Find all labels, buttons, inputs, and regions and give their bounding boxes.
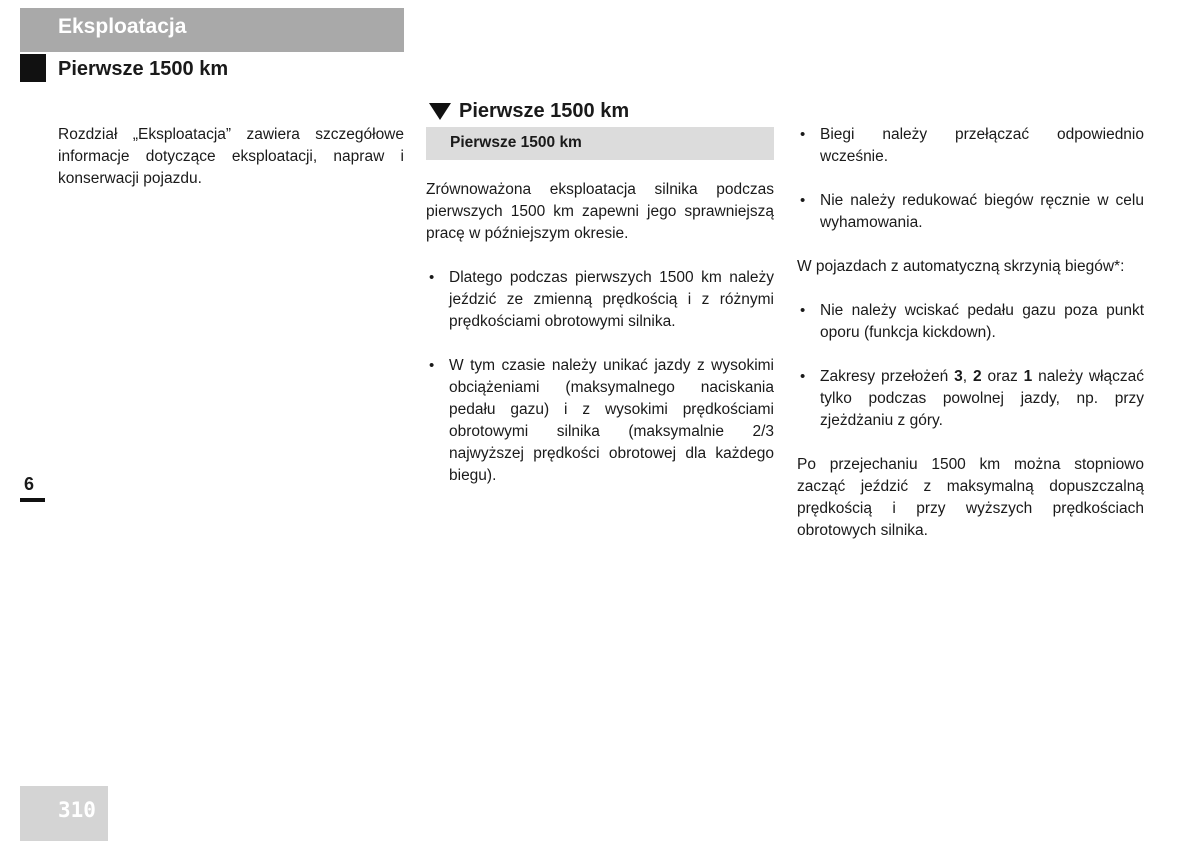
bullet-icon: • — [800, 126, 806, 143]
gears-separator: oraz — [981, 368, 1024, 385]
bullet-list — [797, 300, 1144, 432]
bullet-icon: • — [429, 357, 435, 374]
automatic-transmission-note: W pojazdach z automatyczną skrzynią biegów*: — [797, 258, 1125, 275]
triangle-down-icon — [429, 103, 451, 120]
closing-paragraph: Po przejechaniu 1500 km można stopniowo zacząć jeździć z maksymalną dopuszczalną prędkością i przy wyższych prędkościach obrotowych silnika. — [797, 456, 1144, 539]
list-item — [797, 366, 1144, 432]
list-item-text: Nie należy wciskać pedału gazu poza punkt oporu (funkcja kickdown). — [820, 302, 1144, 341]
middle-column — [426, 97, 774, 487]
info-box — [426, 127, 774, 160]
list-item-text — [820, 368, 1144, 429]
intro-paragraph: Rozdział „Eksploatacja” zawiera szczegółowe informacje dotyczące eksploatacji, napraw i konserwacji pojazdu. — [58, 126, 404, 187]
bullet-icon: • — [800, 368, 806, 385]
gear-3: 3 — [954, 368, 963, 385]
sub-heading — [426, 97, 774, 125]
gears-prefix: Zakresy przełożeń — [820, 368, 955, 385]
page-number-box — [20, 786, 108, 841]
gears-suffix: należy włączać tylko podczas powolnej jazdy, np. przy zjeżdżaniu z góry. — [820, 368, 1144, 429]
gears-separator: , — [962, 368, 973, 385]
gear-2: 2 — [973, 368, 982, 385]
page-number: 310 — [58, 798, 96, 822]
title-marker — [20, 54, 46, 82]
list-item-text: Biegi należy przełączać odpowiednio wcześnie. — [820, 126, 1144, 165]
section-header — [20, 8, 404, 52]
gear-1: 1 — [1023, 368, 1033, 385]
bullet-icon: • — [429, 269, 435, 286]
chapter-tab: 6 — [24, 474, 35, 494]
list-item — [426, 267, 774, 333]
info-box-label: Pierwsze 1500 km — [450, 134, 582, 151]
break-in-paragraph: Zrównoważona eksploatacja silnika podczas pierwszych 1500 km zapewni jego sprawniejszą pracę w późniejszym okresie. — [426, 181, 774, 242]
list-item — [797, 124, 1144, 168]
page-title: Pierwsze 1500 km — [58, 58, 229, 80]
bullet-list — [797, 124, 1144, 234]
list-item-text: W tym czasie należy unikać jazdy z wysokimi obciążeniami (maksymalnego naciskania pedału gazu) i z wysokimi prędkościami obrotowymi silnika (maksymalnie 2/3 najwyższej prędkości obrotowej dla każdego biegu). — [449, 357, 774, 484]
chapter-tab-bar — [20, 498, 45, 502]
section-title: Eksploatacja — [58, 15, 187, 38]
list-item — [426, 355, 774, 487]
bullet-icon: • — [800, 302, 806, 319]
bullet-list — [426, 267, 774, 487]
right-column — [797, 124, 1144, 542]
list-item — [797, 300, 1144, 344]
list-item-text: Dlatego podczas pierwszych 1500 km należy jeździć ze zmienną prędkością i z różnymi prędkościami obrotowymi silnika. — [449, 269, 774, 330]
list-item-text: Nie należy redukować biegów ręcznie w celu wyhamowania. — [820, 192, 1144, 231]
sub-heading-text: Pierwsze 1500 km — [459, 99, 630, 122]
bullet-icon: • — [800, 192, 806, 209]
list-item — [797, 190, 1144, 234]
